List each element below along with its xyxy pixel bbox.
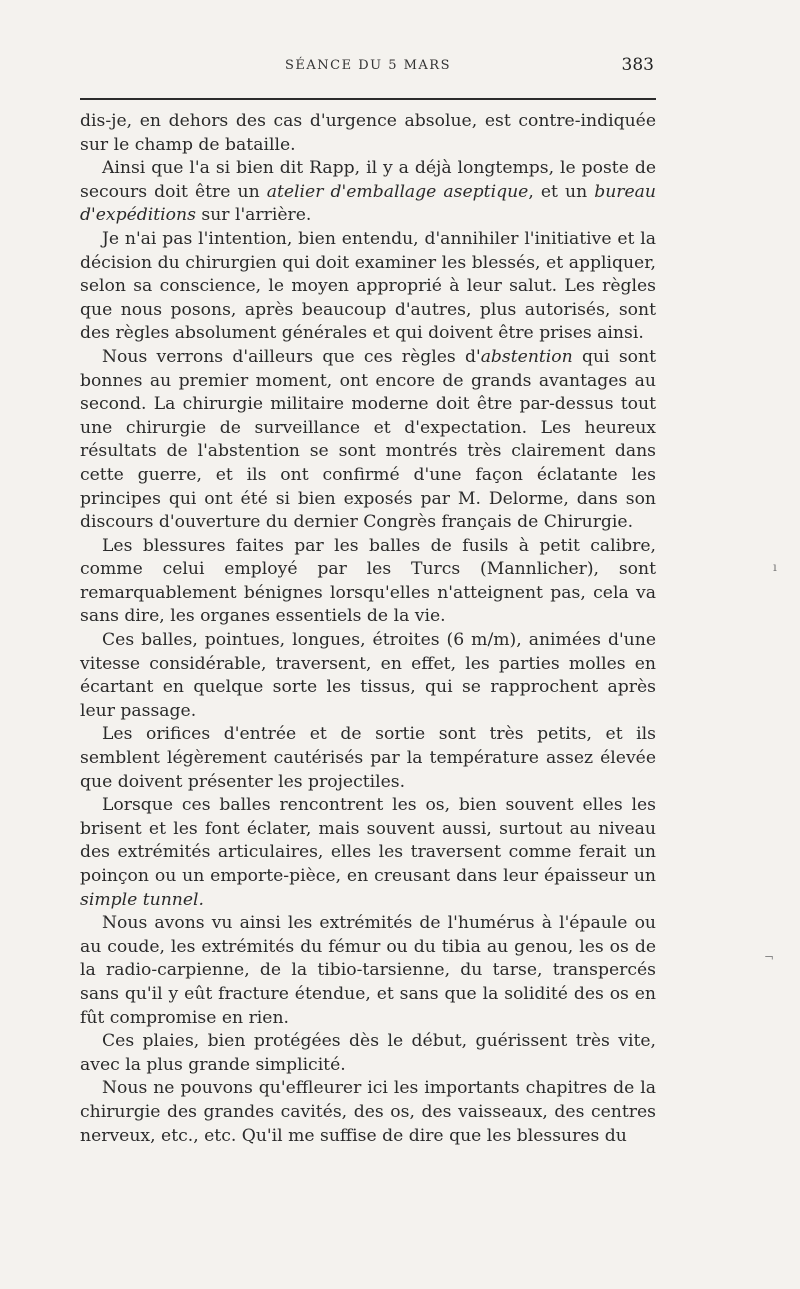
paragraph-11: Nous ne pouvons qu'effleurer ici les importants chapitres de la chirurgie des grandes cavités, des os, des vaisseaux, des centres nerveux, etc., etc. Qu'il me suffise de dire que les blessures du <box>80 1078 656 1146</box>
page-number: 383 <box>621 55 654 75</box>
paragraph-4-text-b: qui sont bonnes au premier moment, ont encore de grands avantages au second. La chirurgie militaire moderne doit être par-dessus tout une chirurgie de surveillance et d'expectation. Les heureux résultats de l'abstention se sont montrés très clairement dans cette guerre, et ils ont confirmé d'une façon éclatante les principes qui ont été si bien exposés par M. Delorme, dans son discours d'ouverture du dernier Congrès français de Chirurgie. <box>80 346 656 533</box>
paragraph-2-italic-a: atelier d'emballage aseptique <box>266 181 529 202</box>
paragraph-4-italic: abstention <box>480 346 573 367</box>
header-rule <box>80 98 656 100</box>
paragraph-3: Je n'ai pas l'intention, bien entendu, d'annihiler l'initiative et la décision du chirurgien qui doit examiner les blessés, et appliquer, selon sa conscience, le moyen approprié à leur salut. Les règles que nous posons, après beaucoup d'autres, plus autorisés, sont des règles absolument générales et qui doivent être prises ainsi. <box>80 228 656 344</box>
paragraph-2-text-b: , et un <box>528 181 595 202</box>
margin-tick: ¬ <box>764 950 775 964</box>
margin-mark: ı <box>773 560 777 574</box>
body-text <box>80 110 656 1148</box>
paragraph-8-italic: simple tunnel. <box>80 889 204 910</box>
paragraph-5: Les blessures faites par les balles de fusils à petit calibre, comme celui employé par les Turcs (Mannlicher), sont remarquablement bénignes lorsqu'elles n'atteignent pas, cela va sans dire, les organes essentiels de la vie. <box>80 535 656 627</box>
paragraph-8-text: Lorsque ces balles rencontrent les os, bien souvent elles les brisent et les font éclater, mais souvent aussi, surtout au niveau des extrémités articulaires, elles les traversent comme ferait un poinçon ou un emporte-pièce, en creusant dans leur épaisseur un <box>80 795 656 886</box>
paragraph-6: Ces balles, pointues, longues, étroites (6 m/m), animées d'une vitesse considérable, traversent, en effet, les parties molles en écartant en quelque sorte les tissus, qui se rapprochent après leur passage. <box>80 630 656 721</box>
paragraph-9: Nous avons vu ainsi les extrémités de l'humérus à l'épaule ou au coude, les extrémités du fémur ou du tibia au genou, les os de la radio-carpienne, de la tibio-tarsienne, du tarse, transpercés sans qu'il y eût fracture étendue, et sans que la solidité des os en fût compromise en rien. <box>80 913 656 1028</box>
paragraph-1: dis-je, en dehors des cas d'urgence absolue, est contre-indiquée sur le champ de bataille. <box>80 111 656 155</box>
paragraph-2-text-a: Ainsi que l'a si bien dit Rapp, il y a déjà longtemps, le poste de secours doit être un <box>80 158 656 202</box>
paragraph-4 <box>80 346 656 535</box>
page-header <box>80 54 656 82</box>
paragraph-10: Ces plaies, bien protégées dès le début, guérissent très vite, avec la plus grande simplicité. <box>80 1031 656 1075</box>
paragraph-7: Les orifices d'entrée et de sortie sont très petits, et ils semblent légèrement cautérisés par la température assez élevée que doivent présenter les projectiles. <box>80 724 656 792</box>
paragraph-2 <box>80 157 656 228</box>
paragraph-4-text-a: Nous verrons d'ailleurs que ces règles d' <box>102 346 481 367</box>
paragraph-2-italic-b: bureau d'expéditions <box>80 181 656 226</box>
paragraph-8 <box>80 794 656 912</box>
paragraph-2-text-c: sur l'arrière. <box>195 205 312 226</box>
running-title: SÉANCE DU 5 MARS <box>284 58 452 73</box>
